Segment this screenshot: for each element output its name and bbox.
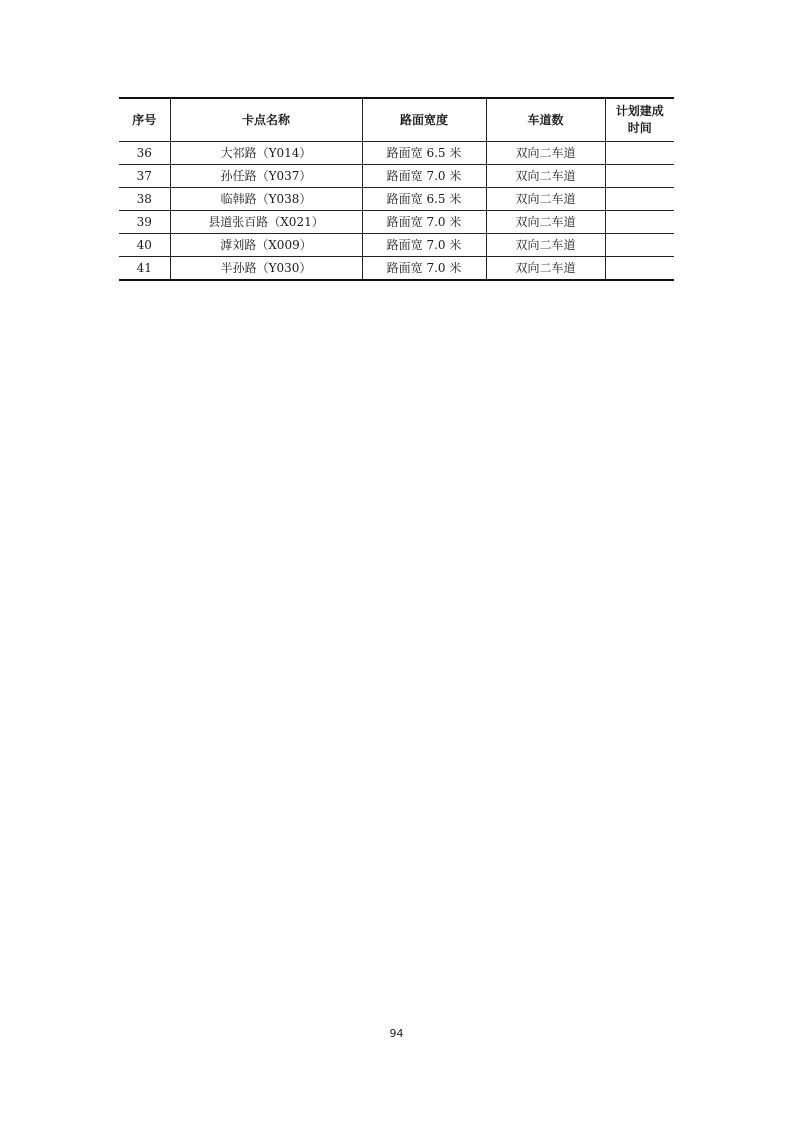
road-checkpoint-table	[119, 97, 674, 281]
cell-width: 路面宽 6.5 米	[362, 142, 486, 165]
table-header-row	[119, 98, 674, 142]
cell-index: 40	[119, 234, 170, 257]
cell-index: 38	[119, 188, 170, 211]
header-lanes: 车道数	[486, 98, 605, 142]
table-row	[119, 142, 674, 165]
cell-index: 36	[119, 142, 170, 165]
cell-index: 39	[119, 211, 170, 234]
cell-name: 县道张百路（X021）	[170, 211, 362, 234]
page-number: 94	[389, 1027, 404, 1040]
cell-plan	[605, 142, 674, 165]
cell-width: 路面宽 7.0 米	[362, 257, 486, 281]
table-row	[119, 211, 674, 234]
cell-lanes: 双向二车道	[486, 142, 605, 165]
cell-lanes: 双向二车道	[486, 211, 605, 234]
cell-plan	[605, 257, 674, 281]
cell-lanes: 双向二车道	[486, 188, 605, 211]
header-name: 卡点名称	[170, 98, 362, 142]
table-row	[119, 257, 674, 281]
cell-index: 41	[119, 257, 170, 281]
table-row	[119, 188, 674, 211]
cell-plan	[605, 165, 674, 188]
cell-plan	[605, 234, 674, 257]
cell-name: 半孙路（Y030）	[170, 257, 362, 281]
cell-name: 孙任路（Y037）	[170, 165, 362, 188]
cell-index: 37	[119, 165, 170, 188]
table-row	[119, 234, 674, 257]
cell-lanes: 双向二车道	[486, 257, 605, 281]
cell-plan	[605, 188, 674, 211]
cell-lanes: 双向二车道	[486, 165, 605, 188]
cell-name: 大祁路（Y014）	[170, 142, 362, 165]
header-plan: 计划建成时间	[605, 98, 674, 142]
cell-width: 路面宽 7.0 米	[362, 211, 486, 234]
cell-name: 临韩路（Y038）	[170, 188, 362, 211]
cell-width: 路面宽 6.5 米	[362, 188, 486, 211]
header-width: 路面宽度	[362, 98, 486, 142]
cell-width: 路面宽 7.0 米	[362, 234, 486, 257]
cell-plan	[605, 211, 674, 234]
cell-width: 路面宽 7.0 米	[362, 165, 486, 188]
table-row	[119, 165, 674, 188]
header-index: 序号	[119, 98, 170, 142]
cell-lanes: 双向二车道	[486, 234, 605, 257]
cell-name: 滹刘路（X009）	[170, 234, 362, 257]
